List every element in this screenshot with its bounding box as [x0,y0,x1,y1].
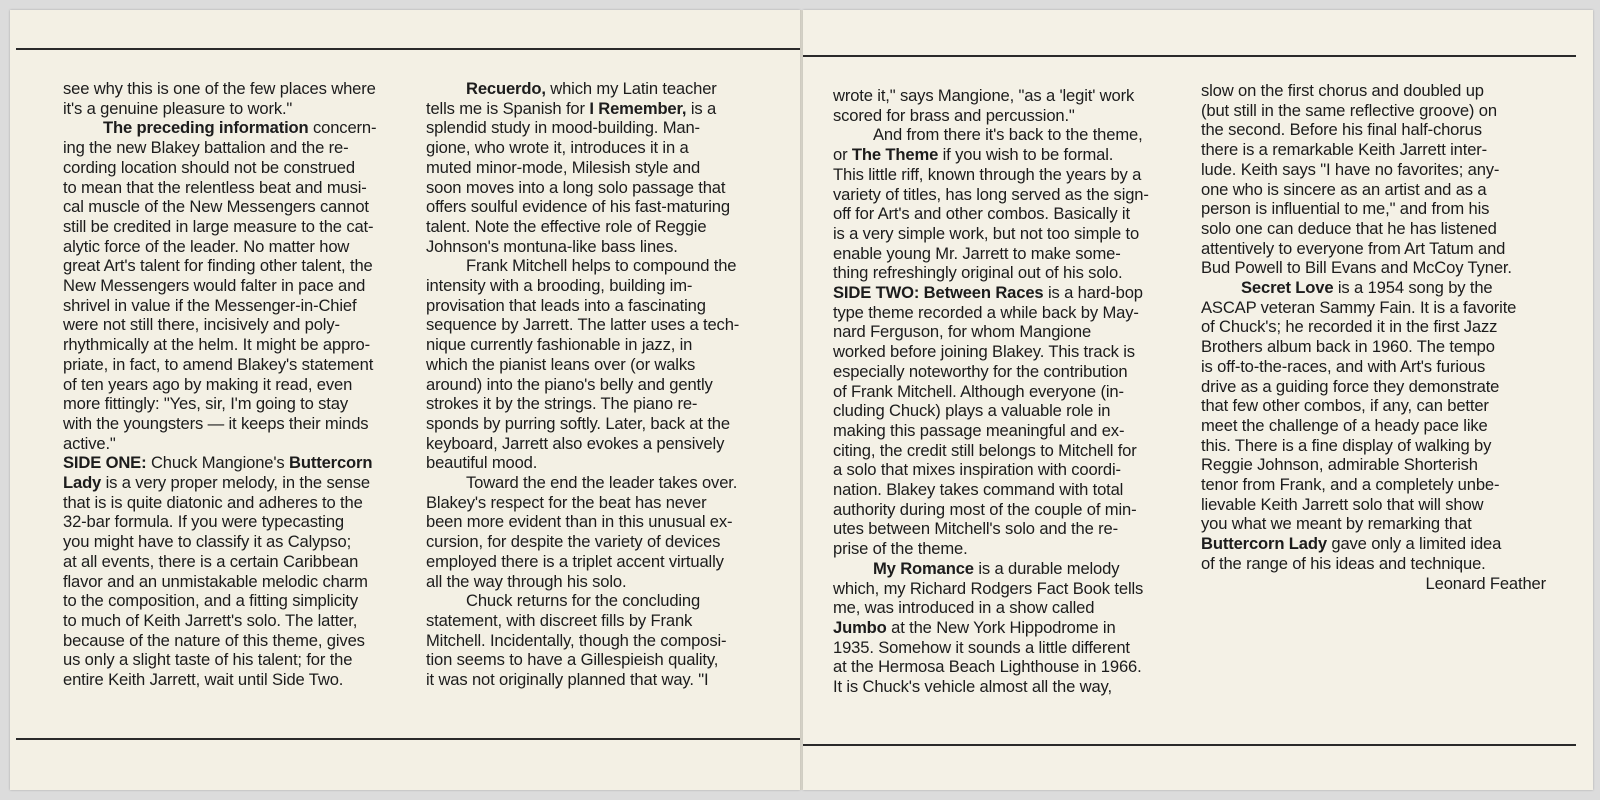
text-line: splendid study in mood-building. Man- [426,118,700,138]
text-line: me, was introduced in a show called [833,598,1095,618]
text-line: us only a slight taste of his talent; for the [63,650,353,670]
text-line: New Messengers would falter in pace and [63,276,366,296]
text-line: strokes it by the strings. The piano re- [426,394,698,414]
text-line: is off-to-the-races, and with Art's furious [1201,356,1486,376]
text-line: wrote it," says Mangione, "as a 'legit' work [833,86,1135,105]
text-line: Mitchell. Incidentally, though the composi- [426,630,727,650]
right-page-column-2 [1201,81,1546,593]
text-line: active." [63,433,116,453]
text-line: And from there it's back to the theme, [873,125,1143,145]
text-line: (but still in the same reflective groove) on [1201,100,1497,120]
left-bottom-rule [16,738,800,740]
text-line: still be credited in large measure to the cat- [63,216,374,236]
text-line: tells me is Spanish for I Remember, is a [426,98,717,118]
text-line: gione, who wrote it, introduces it in a [426,138,689,158]
text-line: tenor from Frank, and a completely unbe- [1201,475,1500,495]
text-line: off for Art's and other combos. Basically it [833,204,1130,224]
text-line: of ten years ago by making it read, even [63,374,353,394]
text-line: citing, the credit still belongs to Mitchell for [833,440,1137,460]
text-line: priate, in fact, to amend Blakey's statement [63,354,374,374]
text-line: around) into the piano's belly and gently [426,374,713,394]
left-top-rule [16,48,800,50]
text-line: a solo that mixes inspiration with coordi- [833,460,1121,480]
text-line: intensity with a brooding, building im- [426,276,693,296]
bold-title: Secret Love [1241,278,1334,298]
text-line: or The Theme if you wish to be formal. [833,145,1114,165]
bold-title: SIDE ONE: [63,453,147,473]
text-line: at all events, there is a certain Caribbean [63,551,359,571]
text-line: Chuck returns for the concluding [466,591,701,611]
text-line: utes between Mitchell's solo and the re- [833,519,1118,539]
text-line: Buttercorn Lady gave only a limited idea [1201,534,1502,554]
bold-title: Buttercorn Lady [1201,534,1327,554]
text-line: prise of the theme. [833,539,968,559]
text-line: cal muscle of the New Messengers cannot [63,197,369,217]
text-line: slow on the first chorus and doubled up [1201,81,1484,100]
text-line: Brothers album back in 1960. The tempo [1201,337,1495,357]
text-line: provisation that leads into a fascinating [426,295,706,315]
text-line: sequence by Jarrett. The latter uses a tech- [426,315,740,335]
right-top-rule [803,55,1576,57]
text-line: drive as a guiding force they demonstrate [1201,376,1500,396]
text-line: Bud Powell to Bill Evans and McCoy Tyner. [1201,258,1512,278]
text-line: attentively to everyone from Art Tatum and [1201,238,1506,258]
text-line: cording location should not be construed [63,157,355,177]
text-line: It is Chuck's vehicle almost all the way, [833,677,1112,697]
text-line: been more evident than in this unusual ex- [426,512,733,532]
text-line: Recuerdo, which my Latin teacher [466,79,717,98]
text-line: rhythmically at the helm. It might be appro- [63,335,370,355]
text-line: that few other combos, if any, can better [1201,396,1489,416]
text-line: enable young Mr. Jarrett to make some- [833,243,1121,263]
text-line: were not still there, incisively and poly- [63,315,340,335]
text-line: especially noteworthy for the contribution [833,361,1128,381]
text-line: This little riff, known through the years by a [833,164,1142,184]
text-line: of Frank Mitchell. Although everyone (in- [833,381,1124,401]
text-line: employed there is a triplet accent virtually [426,551,724,571]
text-line: nard Ferguson, for whom Mangione [833,322,1092,342]
text-line: because of the nature of this theme, gives [63,630,365,650]
text-line: with the youngsters — it keeps their minds [63,413,369,433]
bold-title: I Remember, [589,98,687,118]
text-line: alytic force of the leader. No matter how [63,236,350,256]
text-line: flavor and an unmistakable melodic charm [63,571,368,591]
text-line: SIDE ONE: Chuck Mangione's Buttercorn [63,453,373,473]
text-line: shrivel in value if the Messenger-in-Chief [63,295,357,315]
text-line: keyboard, Jarrett also evokes a pensively [426,433,725,453]
text-line: type theme recorded a while back by May- [833,302,1139,322]
text-line: ing the new Blakey battalion and the re- [63,138,349,158]
text-line: 32-bar formula. If you were typecasting [63,512,344,532]
text-line: soon moves into a long solo passage that [426,177,726,197]
bold-title: My Romance [873,558,974,578]
bold-title: Recuerdo, [466,79,546,98]
text-line: the second. Before his final half-chorus [1201,120,1482,140]
left-page-column-1 [63,79,376,690]
bold-title: SIDE TWO: Between Races [833,283,1044,303]
text-line: to the composition, and a fitting simplicity [63,591,358,611]
text-line: SIDE TWO: Between Races is a hard-bop [833,283,1143,303]
text-line: Lady is a very proper melody, in the sense [63,473,370,493]
text-line: Frank Mitchell helps to compound the [466,256,737,276]
text-line: Toward the end the leader takes over. [466,473,738,493]
text-line: it's a genuine pleasure to work." [63,98,293,118]
text-line: My Romance is a durable melody [873,558,1120,578]
text-line: tion seems to have a Gillespieish quality, [426,650,719,670]
text-line: you might have to classify it as Calypso; [63,532,352,552]
text-line: Reggie Johnson, admirable Shorterish [1201,455,1478,475]
text-line: cluding Chuck) plays a valuable role in [833,401,1111,421]
text-line: authority during most of the couple of min- [833,499,1137,519]
text-line: more fittingly: "Yes, sir, I'm going to stay [63,394,348,414]
text-line: offers soulful evidence of his fast-maturing [426,197,730,217]
left-page-column-2 [426,79,739,690]
text-line: of the range of his ideas and technique. [1201,553,1486,573]
author-signature: Leonard Feather [1425,573,1546,593]
text-line: at the Hermosa Beach Lighthouse in 1966. [833,657,1142,677]
text-line: sponds by purring softly. Later, back at the [426,413,730,433]
text-line: is a very simple work, but not too simple to [833,223,1140,243]
text-line: worked before joining Blakey. This track is [833,342,1135,362]
text-line: The preceding information concern- [103,118,377,138]
text-line: to mean that the relentless beat and musi- [63,177,367,197]
text-line: Jumbo at the New York Hippodrome in [833,617,1116,637]
text-line: lievable Keith Jarrett solo that will show [1201,494,1484,514]
bold-title: The preceding information [103,118,309,138]
text-line: you what we meant by remarking that [1201,514,1472,534]
text-line: meet the challenge of a heady pace like [1201,415,1488,435]
text-line: this. There is a fine display of walking by [1201,435,1492,455]
text-line: to much of Keith Jarrett's solo. The latter, [63,610,358,630]
right-page-column-1 [833,86,1149,697]
bold-title: Buttercorn [289,453,373,473]
text-line: Secret Love is a 1954 song by the [1241,278,1493,298]
text-line: Blakey's respect for the beat has never [426,492,707,512]
text-line: that is is quite diatonic and adheres to the [63,492,363,512]
text-line: beautiful mood. [426,453,538,473]
text-line: entire Keith Jarrett, wait until Side Two. [63,670,344,690]
text-line: which the pianist leans over (or walks [426,354,696,374]
bold-title: The Theme [851,145,939,165]
text-line: lude. Keith says "I have no favorites; any- [1201,159,1500,179]
text-line: see why this is one of the few places where [63,79,376,98]
text-line: cursion, for despite the variety of devices [426,532,721,552]
text-line: great Art's talent for finding other talent, the [63,256,373,276]
text-line: ASCAP veteran Sammy Fain. It is a favorite [1201,297,1517,317]
text-line: thing refreshingly original out of his solo. [833,263,1123,283]
text-line: making this passage meaningful and ex- [833,420,1125,440]
bold-title: Jumbo [833,617,887,637]
text-line: muted minor-mode, Milesish style and [426,157,701,177]
text-line: there is a remarkable Keith Jarrett inter- [1201,140,1488,160]
text-line: variety of titles, has long served as the sign- [833,184,1149,204]
text-line: one who is sincere as an artist and as a [1201,179,1487,199]
text-line: all the way through his solo. [426,571,627,591]
right-bottom-rule [803,744,1576,746]
text-line: Johnson's montuna-like bass lines. [426,236,678,256]
text-line: 1935. Somehow it sounds a little different [833,637,1130,657]
text-line: statement, with discreet fills by Frank [426,610,693,630]
text-line: person is influential to me," and from his [1201,199,1490,219]
text-line: nique currently fashionable in jazz, in [426,335,693,355]
text-line: talent. Note the effective role of Reggie [426,216,707,236]
text-line: solo one can deduce that he has listened [1201,218,1497,238]
text-line: it was not originally planned that way. "I [426,670,709,690]
text-line: which, my Richard Rodgers Fact Book tells [833,578,1144,598]
text-line: scored for brass and percussion." [833,105,1075,125]
text-line: nation. Blakey takes command with total [833,480,1124,500]
bold-title: Lady [63,473,102,493]
text-line: of Chuck's; he recorded it in the first Jazz [1201,317,1498,337]
